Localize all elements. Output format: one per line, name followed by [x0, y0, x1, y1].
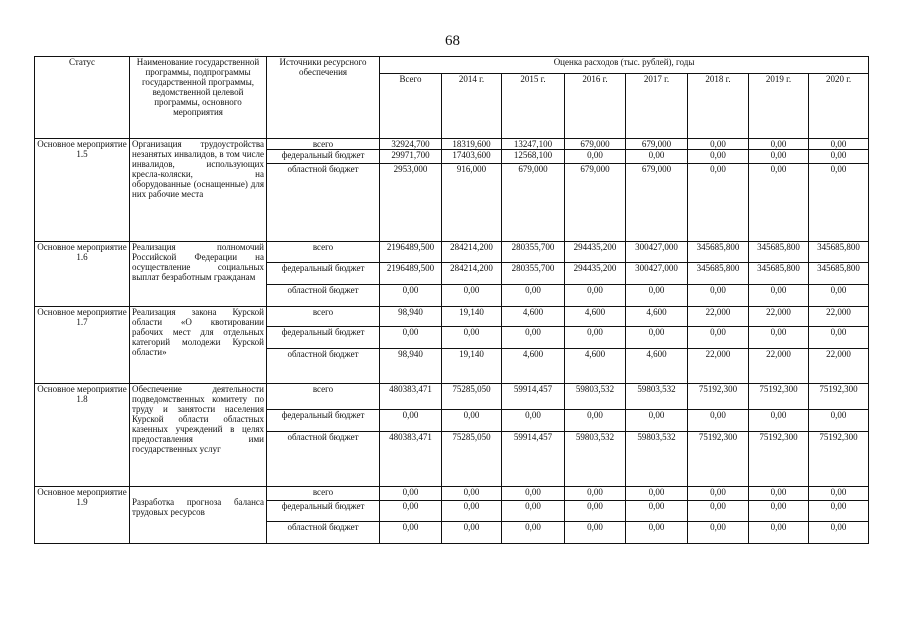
value-cell-2015: 4,600 [502, 307, 565, 327]
value-cell-2015: 679,000 [502, 164, 565, 242]
name-cell: Обеспечение деятельности подведомственных комитету по труду и занятости населения Курской области областных казенных учреждений в целях предоставления ими государственных услуг [130, 384, 267, 487]
value-cell-2020: 0,00 [809, 139, 869, 150]
value-cell-2015: 280355,700 [502, 263, 565, 285]
name-cell: Разработка прогноза баланса трудовых ресурсов [130, 487, 267, 544]
table-row [35, 487, 869, 501]
value-cell-2015: 0,00 [502, 285, 565, 307]
value-cell-2017: 679,000 [626, 164, 688, 242]
value-cell-2017: 0,00 [626, 522, 688, 544]
value-cell-2017: 0,00 [626, 410, 688, 432]
value-cell-2016: 0,00 [565, 501, 626, 522]
value-cell-2020: 0,00 [809, 164, 869, 242]
value-cell-total: 0,00 [380, 522, 442, 544]
value-cell-2019: 0,00 [749, 285, 809, 307]
value-cell-total: 0,00 [380, 487, 442, 501]
value-cell-2016: 679,000 [565, 164, 626, 242]
source-cell: федеральный бюджет [267, 501, 380, 522]
value-cell-2020: 0,00 [809, 522, 869, 544]
value-cell-2014: 0,00 [442, 285, 502, 307]
value-cell-2016: 294435,200 [565, 242, 626, 263]
status-cell: Основное мероприятие 1.7 [35, 307, 130, 384]
source-cell: всего [267, 384, 380, 410]
header-name: Наименование государственной программы, подпрограммы государственной программы, ведомственной целевой программы, основного мероприятия [130, 57, 267, 139]
value-cell-total: 29971,700 [380, 150, 442, 164]
value-cell-2017: 59803,532 [626, 384, 688, 410]
value-cell-2020: 75192,300 [809, 432, 869, 487]
value-cell-2018: 22,000 [688, 349, 749, 384]
value-cell-2016: 59803,532 [565, 432, 626, 487]
value-cell-2016: 4,600 [565, 349, 626, 384]
budget-table [34, 56, 869, 544]
value-cell-2016: 0,00 [565, 327, 626, 349]
value-cell-2014: 75285,050 [442, 384, 502, 410]
value-cell-2016: 294435,200 [565, 263, 626, 285]
header-year-2020: 2020 г. [809, 74, 869, 139]
value-cell-2019: 0,00 [749, 487, 809, 501]
value-cell-2020: 0,00 [809, 487, 869, 501]
value-cell-2017: 0,00 [626, 150, 688, 164]
value-cell-total: 0,00 [380, 501, 442, 522]
value-cell-total: 32924,700 [380, 139, 442, 150]
value-cell-2014: 18319,600 [442, 139, 502, 150]
value-cell-2017: 300427,000 [626, 263, 688, 285]
source-cell: областной бюджет [267, 432, 380, 487]
value-cell-2019: 75192,300 [749, 384, 809, 410]
value-cell-2014: 75285,050 [442, 432, 502, 487]
value-cell-total: 2196489,500 [380, 242, 442, 263]
value-cell-2015: 0,00 [502, 410, 565, 432]
value-cell-2019: 22,000 [749, 349, 809, 384]
value-cell-2014: 0,00 [442, 487, 502, 501]
value-cell-2015: 0,00 [502, 487, 565, 501]
value-cell-2018: 22,000 [688, 307, 749, 327]
value-cell-2020: 0,00 [809, 285, 869, 307]
source-cell: всего [267, 139, 380, 150]
value-cell-2017: 59803,532 [626, 432, 688, 487]
value-cell-2017: 4,600 [626, 307, 688, 327]
value-cell-2018: 345685,800 [688, 242, 749, 263]
value-cell-total: 480383,471 [380, 432, 442, 487]
value-cell-2016: 4,600 [565, 307, 626, 327]
source-cell: федеральный бюджет [267, 263, 380, 285]
header-year-2015: 2015 г. [502, 74, 565, 139]
status-cell: Основное мероприятие 1.6 [35, 242, 130, 307]
value-cell-2018: 0,00 [688, 327, 749, 349]
table-row [35, 384, 869, 410]
value-cell-2020: 0,00 [809, 150, 869, 164]
value-cell-2018: 0,00 [688, 410, 749, 432]
status-cell: Основное мероприятие 1.9 [35, 487, 130, 544]
value-cell-2020: 22,000 [809, 349, 869, 384]
value-cell-2016: 0,00 [565, 410, 626, 432]
value-cell-2015: 59914,457 [502, 384, 565, 410]
source-cell: федеральный бюджет [267, 410, 380, 432]
value-cell-2017: 300427,000 [626, 242, 688, 263]
value-cell-2018: 75192,300 [688, 432, 749, 487]
header-year-2016: 2016 г. [565, 74, 626, 139]
source-cell: всего [267, 242, 380, 263]
value-cell-2016: 0,00 [565, 285, 626, 307]
value-cell-total: 98,940 [380, 349, 442, 384]
value-cell-total: 0,00 [380, 285, 442, 307]
value-cell-2014: 284214,200 [442, 263, 502, 285]
value-cell-2020: 345685,800 [809, 263, 869, 285]
value-cell-2014: 0,00 [442, 501, 502, 522]
value-cell-2018: 345685,800 [688, 263, 749, 285]
value-cell-2015: 13247,100 [502, 139, 565, 150]
value-cell-2014: 0,00 [442, 410, 502, 432]
value-cell-2018: 0,00 [688, 501, 749, 522]
value-cell-2016: 0,00 [565, 150, 626, 164]
value-cell-2018: 0,00 [688, 522, 749, 544]
value-cell-2017: 0,00 [626, 327, 688, 349]
value-cell-2015: 4,600 [502, 349, 565, 384]
table-row [35, 242, 869, 263]
value-cell-2014: 0,00 [442, 327, 502, 349]
value-cell-2018: 75192,300 [688, 384, 749, 410]
value-cell-2018: 0,00 [688, 150, 749, 164]
value-cell-2015: 12568,100 [502, 150, 565, 164]
value-cell-2018: 0,00 [688, 487, 749, 501]
header-year-2018: 2018 г. [688, 74, 749, 139]
source-cell: всего [267, 307, 380, 327]
source-cell: областной бюджет [267, 285, 380, 307]
header-year-2017: 2017 г. [626, 74, 688, 139]
source-cell: всего [267, 487, 380, 501]
value-cell-2017: 0,00 [626, 487, 688, 501]
status-cell: Основное мероприятие 1.8 [35, 384, 130, 487]
value-cell-total: 2953,000 [380, 164, 442, 242]
header-year-total: Всего [380, 74, 442, 139]
value-cell-2019: 345685,800 [749, 242, 809, 263]
name-cell: Реализация закона Курской области «О квотировании рабочих мест для отдельных категорий молодежи Курской области» [130, 307, 267, 384]
value-cell-2019: 0,00 [749, 501, 809, 522]
budget-table-body [35, 139, 869, 544]
value-cell-2015: 280355,700 [502, 242, 565, 263]
value-cell-total: 98,940 [380, 307, 442, 327]
name-cell: Реализация полномочий Российской Федерации на осуществление социальных выплат безработным гражданам [130, 242, 267, 307]
name-cell: Организация трудоустройства незанятых инвалидов, в том числе инвалидов, использующих кресла-коляски, на оборудованные (оснащенные) для них рабочие места [130, 139, 267, 242]
value-cell-2017: 0,00 [626, 501, 688, 522]
value-cell-total: 0,00 [380, 327, 442, 349]
value-cell-2019: 0,00 [749, 327, 809, 349]
source-cell: федеральный бюджет [267, 327, 380, 349]
value-cell-2017: 4,600 [626, 349, 688, 384]
value-cell-2014: 19,140 [442, 349, 502, 384]
value-cell-2019: 22,000 [749, 307, 809, 327]
value-cell-2017: 679,000 [626, 139, 688, 150]
value-cell-2019: 75192,300 [749, 432, 809, 487]
value-cell-2015: 0,00 [502, 501, 565, 522]
table-row [35, 139, 869, 150]
value-cell-2018: 0,00 [688, 139, 749, 150]
value-cell-2014: 284214,200 [442, 242, 502, 263]
value-cell-2020: 0,00 [809, 327, 869, 349]
value-cell-2018: 0,00 [688, 164, 749, 242]
value-cell-2014: 19,140 [442, 307, 502, 327]
header-expenses: Оценка расходов (тыс. рублей), годы [380, 57, 869, 74]
value-cell-2015: 0,00 [502, 522, 565, 544]
status-cell: Основное мероприятие 1.5 [35, 139, 130, 242]
value-cell-2016: 679,000 [565, 139, 626, 150]
value-cell-2015: 0,00 [502, 327, 565, 349]
value-cell-2017: 0,00 [626, 285, 688, 307]
value-cell-2020: 0,00 [809, 410, 869, 432]
header-sources: Источники ресурсного обеспечения [267, 57, 380, 139]
table-row [35, 307, 869, 327]
value-cell-2020: 345685,800 [809, 242, 869, 263]
source-cell: областной бюджет [267, 349, 380, 384]
value-cell-2019: 0,00 [749, 410, 809, 432]
value-cell-total: 480383,471 [380, 384, 442, 410]
value-cell-2016: 59803,532 [565, 384, 626, 410]
header-year-2014: 2014 г. [442, 74, 502, 139]
value-cell-2019: 0,00 [749, 150, 809, 164]
value-cell-2020: 75192,300 [809, 384, 869, 410]
value-cell-2014: 916,000 [442, 164, 502, 242]
value-cell-2016: 0,00 [565, 522, 626, 544]
value-cell-2020: 0,00 [809, 501, 869, 522]
value-cell-2019: 0,00 [749, 164, 809, 242]
value-cell-2019: 0,00 [749, 522, 809, 544]
source-cell: областной бюджет [267, 522, 380, 544]
value-cell-total: 2196489,500 [380, 263, 442, 285]
value-cell-2020: 22,000 [809, 307, 869, 327]
header-status: Статус [35, 57, 130, 139]
value-cell-2019: 0,00 [749, 139, 809, 150]
source-cell: областной бюджет [267, 164, 380, 242]
value-cell-2018: 0,00 [688, 285, 749, 307]
value-cell-2019: 345685,800 [749, 263, 809, 285]
page-number: 68 [445, 33, 460, 49]
value-cell-total: 0,00 [380, 410, 442, 432]
value-cell-2014: 0,00 [442, 522, 502, 544]
value-cell-2015: 59914,457 [502, 432, 565, 487]
value-cell-2014: 17403,600 [442, 150, 502, 164]
value-cell-2016: 0,00 [565, 487, 626, 501]
source-cell: федеральный бюджет [267, 150, 380, 164]
header-year-2019: 2019 г. [749, 74, 809, 139]
